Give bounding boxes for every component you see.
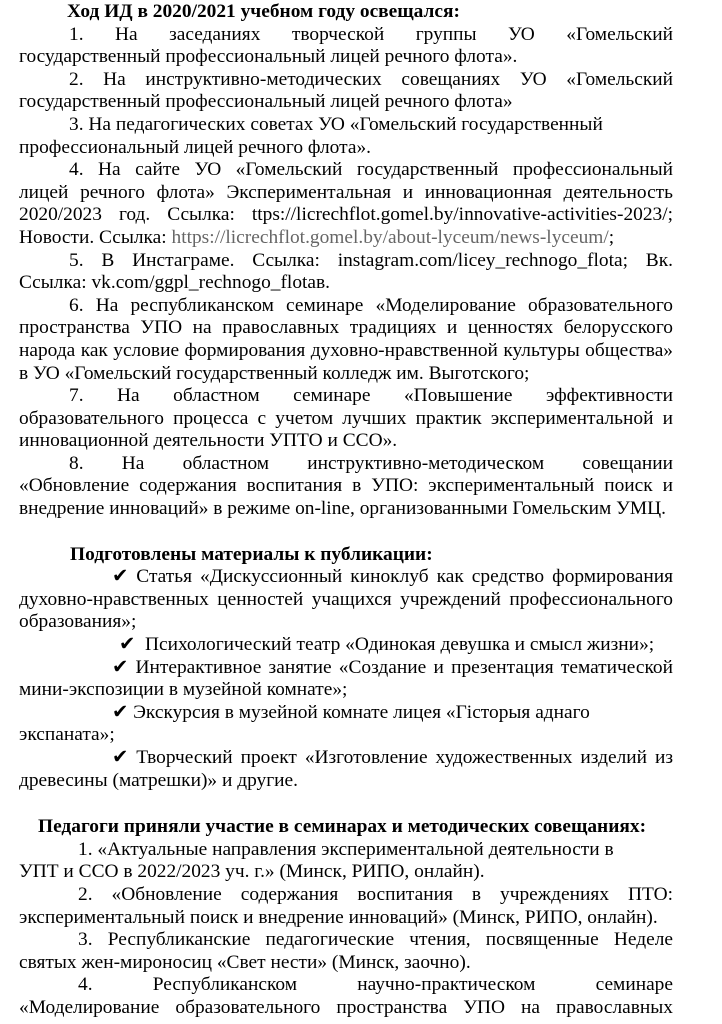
text-line: 6. На республиканском семинаре «Моделирование образовательного	[69, 294, 673, 316]
list-item	[19, 453, 673, 521]
text-line: экспериментальный поиск и внедрение инноваций» (Минск, РИПО, онлайн).	[19, 906, 658, 928]
item-text: Статья «Дискуссионный киноклуб как средство формирования	[136, 566, 674, 588]
punctuation: ;	[608, 226, 615, 248]
text-line: образования»;	[19, 611, 137, 633]
publications-list	[19, 566, 673, 792]
document-page	[19, 0, 673, 1020]
checkmark-icon: ✔	[112, 747, 129, 768]
text-line: 3. Республиканские педагогические чтения, посвященные Неделе	[78, 929, 673, 951]
list-item	[19, 250, 673, 295]
checkmark-icon: ✔	[112, 656, 129, 678]
section-heading-seminars: Педагоги приняли участие в семинарах и методических совещаниях:	[38, 816, 647, 838]
list-item	[19, 69, 673, 114]
list-item	[19, 566, 673, 634]
list-item	[19, 839, 673, 884]
text-line: 8. На областном инструктивно-методическом совещании	[69, 452, 673, 474]
list-item	[19, 929, 673, 974]
text-line: 1. На заседаниях творческой группы УО «Гомельский	[69, 23, 673, 45]
text-line: государственный профессиональный лицей речного флота».	[19, 46, 518, 68]
list-item	[19, 974, 673, 1019]
text-line: 2. На инструктивно-методических совещаниях УО «Гомельский	[69, 68, 673, 90]
text-line: 1. «Актуальные направления экспериментальной деятельности в	[78, 838, 614, 860]
section-heading-publications: Подготовлены материалы к публикации:	[70, 543, 433, 565]
list-item	[19, 24, 673, 69]
text-line: инновационной деятельности УПТО и ССО».	[19, 430, 398, 452]
item-text: Психологический театр «Одинокая девушка и смысл жизни»;	[144, 634, 655, 656]
text-line	[19, 634, 673, 657]
list-item	[19, 657, 673, 702]
text-line: 2020/2023 год. Ссылка: ttps://licrechflot.gomel.by/innovative-activities-2023/;	[19, 204, 673, 226]
text-line	[19, 227, 673, 250]
list-item	[19, 295, 673, 385]
text-line: образовательного процесса с учетом лучших практик экспериментальной и	[19, 407, 673, 429]
text-line: лицей речного флота» Экспериментальная и инновационная деятельность	[19, 181, 673, 203]
text-line	[19, 702, 673, 725]
text-line: древесины (матрешки)» и другие.	[19, 769, 298, 791]
list-item	[19, 747, 673, 792]
text-line: 7. На областном семинаре «Повышение эффективности	[69, 385, 673, 407]
text-line: УПТ и ССО в 2022/2023 уч. г.» (Минск, РИПО, онлайн).	[19, 861, 485, 883]
text-line: 5. В Инстаграме. Ссылка: instagram.com/licey_rechnogo_flota; Вк.	[69, 249, 673, 271]
text-line: святых жен-мироносиц «Свет нести» (Минск, заочно).	[19, 951, 471, 973]
text-line: народа как условие формирования духовно-нравственной культуры общества»	[19, 339, 673, 361]
text-line: экспаната»;	[19, 724, 115, 746]
text-line: 3. На педагогических советах УО «Гомельский государственный	[69, 113, 603, 135]
text-line: 4. На сайте УО «Гомельский государственный профессиональный	[69, 159, 673, 181]
checkmark-icon: ✔	[112, 701, 129, 723]
section-heading-coverage: Ход ИД в 2020/2021 учебном году освещался:	[67, 1, 460, 22]
text-line: внедрение инноваций» в режиме on-line, организованными Гомельским УМЦ.	[19, 498, 666, 520]
news-link[interactable]: https://licrechflot.gomel.by/about-lyceum/news-lyceum/	[171, 226, 609, 248]
text-line: духовно-нравственных ценностей учащихся учреждений профессионального	[19, 588, 673, 610]
list-item	[19, 634, 673, 657]
list-item	[19, 114, 673, 159]
text-line: мини-экспозиции в музейной комнате»;	[19, 679, 348, 701]
text-line	[19, 657, 673, 680]
item-text: Экскурсия в музейной комнате лицея «Гісторыя аднаго	[133, 701, 590, 723]
checkmark-icon: ✔	[119, 634, 136, 656]
text-line: 4. Республиканском научно-практическом семинаре	[78, 974, 673, 996]
text-line	[19, 747, 673, 770]
text-line: государственный профессиональный лицей речного флота»	[19, 91, 513, 113]
list-item	[19, 702, 673, 747]
list-item	[19, 884, 673, 929]
text-line: «Моделирование образовательного пространства УПО на православных	[19, 996, 673, 1018]
news-label: Новости. Ссылка:	[19, 226, 172, 248]
text-line	[19, 566, 673, 589]
text-line: пространства УПО на православных традициях и ценностях белорусского	[19, 317, 673, 339]
list-item	[19, 159, 673, 249]
text-line: профессиональный лицей речного флота».	[19, 136, 371, 158]
text-line: «Обновление содержания воспитания в УПО: экспериментальный поиск и	[19, 475, 673, 497]
text-line: в УО «Гомельский государственный колледж им. Выготского;	[19, 362, 530, 384]
text-line: Ссылка: vk.com/ggpl_rechnogo_flotав.	[19, 272, 331, 294]
coverage-list	[19, 24, 673, 521]
list-item	[19, 385, 673, 453]
checkmark-icon: ✔	[112, 566, 129, 588]
text-line: 2. «Обновление содержания воспитания в учреждениях ПТО:	[78, 883, 673, 905]
item-text: Интерактивное занятие «Создание и презентация тематической	[135, 656, 673, 678]
item-text: Творческий проект «Изготовление художественных изделий из	[136, 747, 673, 768]
seminars-list	[19, 839, 673, 1020]
